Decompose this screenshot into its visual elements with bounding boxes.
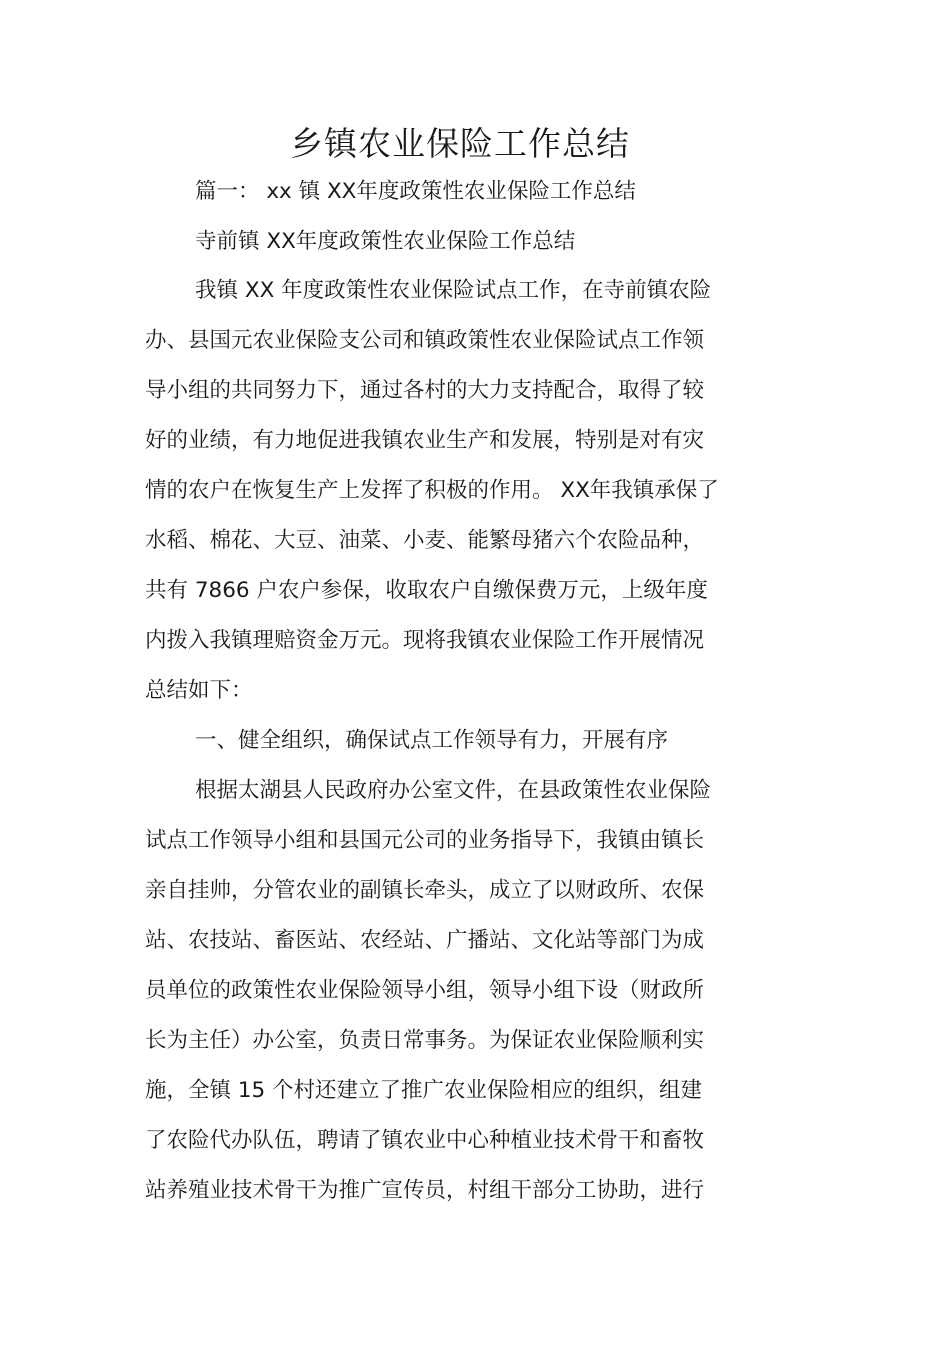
text-line: 篇一： xx 镇 XX年度政策性农业保险工作总结	[195, 179, 636, 204]
text-line: 站、农技站、畜医站、农经站、广播站、文化站等部门为成	[145, 928, 705, 953]
document-title: 乡镇农业保险工作总结	[290, 124, 630, 163]
text-line: 试点工作领导小组和县国元公司的业务指导下，我镇由镇长	[145, 828, 705, 853]
text-line: 办、县国元农业保险支公司和镇政策性农业保险试点工作领	[145, 328, 705, 353]
text-line: 总结如下：	[145, 678, 253, 703]
text-line: 好的业绩，有力地促进我镇农业生产和发展，特别是对有灾	[145, 428, 705, 453]
text-line: 施，全镇 15 个村还建立了推广农业保险相应的组织，组建	[145, 1078, 703, 1103]
text-line: 我镇 XX 年度政策性农业保险试点工作，在寺前镇农险	[195, 278, 712, 303]
section-heading: 一、健全组织，确保试点工作领导有力，开展有序	[195, 728, 669, 753]
text-line: 寺前镇 XX年度政策性农业保险工作总结	[195, 229, 576, 254]
text-line: 根据太湖县人民政府办公室文件，在县政策性农业保险	[195, 778, 712, 803]
text-line: 站养殖业技术骨干为推广宣传员，村组干部分工协助，进行	[145, 1178, 705, 1203]
text-line: 了农险代办队伍，聘请了镇农业中心种植业技术骨干和畜牧	[145, 1128, 705, 1153]
text-line: 内拨入我镇理赔资金万元。现将我镇农业保险工作开展情况	[145, 628, 705, 653]
text-line: 长为主任）办公室，负责日常事务。为保证农业保险顺利实	[145, 1028, 705, 1053]
text-line: 导小组的共同努力下，通过各村的大力支持配合，取得了较	[145, 378, 705, 403]
text-line: 员单位的政策性农业保险领导小组，领导小组下设（财政所	[145, 978, 705, 1003]
text-line: 水稻、棉花、大豆、油菜、小麦、能繁母猪六个农险品种，	[145, 528, 705, 553]
text-line: 情的农户在恢复生产上发挥了积极的作用。 XX年我镇承保了	[145, 478, 719, 503]
text-line: 亲自挂帅，分管农业的副镇长牵头，成立了以财政所、农保	[145, 878, 705, 903]
text-line: 共有 7866 户农户参保，收取农户自缴保费万元，上级年度	[145, 578, 708, 603]
